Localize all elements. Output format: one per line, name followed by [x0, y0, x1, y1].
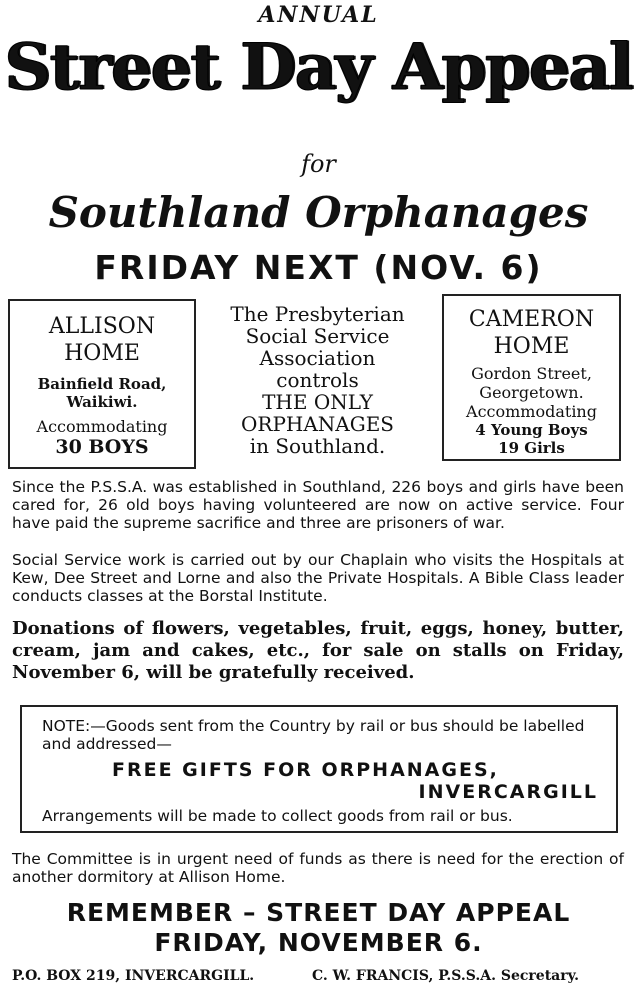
cameron-address-line2: Georgetown.: [479, 383, 584, 402]
cameron-home-box: [442, 294, 621, 461]
allison-address-line1: Bainfield Road,: [37, 375, 167, 393]
remember-line1: REMEMBER – STREET DAY APPEAL: [66, 898, 571, 927]
middle-line: in Southland.: [249, 434, 386, 458]
allison-address-line2: Waikiwi.: [66, 393, 138, 411]
committee-paragraph: The Committee is in urgent need of funds as there is need for the erection of another dormitory at Allison Home.: [12, 850, 624, 886]
donations-paragraph: Donations of flowers, vegetables, fruit, eggs, honey, butter, cream, jam and cakes, etc., for sale on stalls on Friday, November 6, will be gratefully received.: [12, 618, 624, 683]
middle-line: THE ONLY: [262, 390, 373, 414]
annual-label: ANNUAL: [258, 2, 379, 28]
middle-line: The Presbyterian: [230, 302, 405, 326]
social-service-paragraph: Social Service work is carried out by our Chaplain who visits the Hospitals at Kew, Dee Street and Lorne and also the Private Hospitals. A Bible Class leader conducts classes at the Borstal Institute.: [12, 551, 624, 605]
middle-line: ORPHANAGES: [240, 412, 395, 436]
cameron-title-line2: HOME: [493, 334, 570, 359]
remember-line2: FRIDAY, NOVEMBER 6.: [154, 928, 483, 957]
allison-home-box: [8, 299, 196, 469]
middle-line: Association: [259, 346, 376, 370]
subheadline: Southland Orphanages: [48, 188, 589, 237]
for-label: for: [301, 150, 336, 178]
allison-title-line1: ALLISON: [48, 314, 156, 339]
cameron-title-line1: CAMERON: [468, 307, 595, 332]
cameron-address-line1: Gordon Street,: [471, 364, 592, 383]
allison-title-line2: HOME: [64, 341, 140, 366]
arrangements-text: Arrangements will be made to collect goods from rail or bus.: [42, 807, 513, 825]
cameron-accommodating: Accommodating: [466, 402, 597, 421]
date-line: FRIDAY NEXT (NOV. 6): [94, 248, 543, 287]
po-box: P.O. BOX 219, INVERCARGILL.: [12, 968, 255, 984]
note-box: [20, 705, 618, 833]
middle-line: controls: [276, 368, 359, 392]
cameron-capacity-line1: 4 Young Boys: [475, 421, 588, 439]
free-gifts-address: FREE GIFTS FOR ORPHANAGES,: [112, 759, 499, 781]
history-paragraph: Since the P.S.S.A. was established in Southland, 226 boys and girls have been cared for, 26 old boys having volunteered are now on active service. Four have paid the supreme sacrifice and three are prisoners of war.: [12, 478, 624, 532]
allison-capacity: 30 BOYS: [55, 436, 149, 458]
middle-panel: [205, 303, 430, 457]
cameron-capacity-line2: 19 Girls: [498, 439, 565, 457]
invercargill-address: INVERCARGILL: [418, 781, 598, 803]
secretary: C. W. FRANCIS, P.S.S.A. Secretary.: [312, 968, 580, 984]
middle-line: Social Service: [245, 324, 390, 348]
allison-accommodating: Accommodating: [36, 417, 168, 436]
headline: Street Day Appeal: [4, 30, 633, 105]
note-text: NOTE:—Goods sent from the Country by rail or bus should be labelled and addressed—: [42, 717, 585, 753]
